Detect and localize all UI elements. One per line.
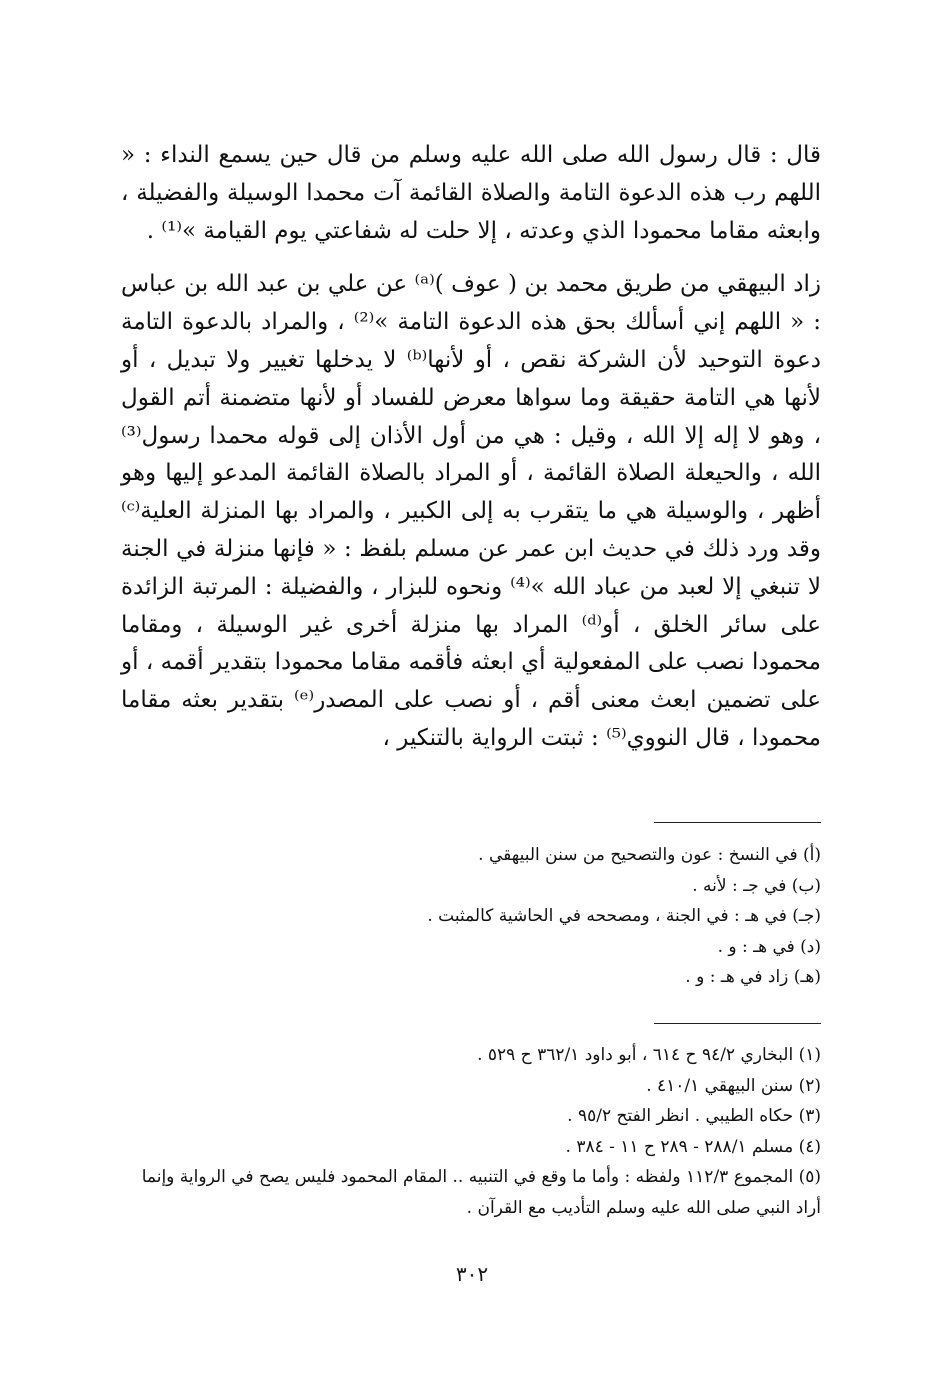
- variant-note: (هـ) زاد في هـ : و .: [685, 967, 821, 987]
- main-text: [121, 137, 821, 758]
- variant-note: (ب) في جـ : لأنه .: [692, 875, 821, 896]
- footnote-separator-variants: [654, 822, 821, 823]
- source-footnotes: [121, 1040, 821, 1223]
- body-paragraph-2: زاد البيهقي من طريق محمد بن ( عوف )⁽ᵃ⁾ عن علي بن عبد الله بن عباس : « اللهم إني أسألك بحق هذه الدعوة التامة »⁽²⁾ ، والمراد بالدعوة التامة دعوة التوحيد لأن الشركة نقص ، أو لأنها⁽ᵇ⁾ لا يدخلها تغيير ولا تبديل ، أو لأنها هي التامة حقيقة وما سواها معرض للفساد أو لأنها متضمنة أتم القول ، وهو لا إله إلا الله ، وقيل : هي من أول الأذان إلى قوله محمدا رسول⁽³⁾ الله ، والحيعلة الصلاة القائمة ، أو المراد بالصلاة القائمة المدعو إليها وهو أظهر ، والوسيلة هي ما يتقرب به إلى الكبير ، والمراد بها المنزلة العلية⁽ᶜ⁾ وقد ورد ذلك في حديث ابن عمر عن مسلم بلفظ : « فإنها منزلة في الجنة لا تنبغي إلا لعبد من عباد الله »⁽⁴⁾ ونحوه للبزار ، والفضيلة : المرتبة الزائدة على سائر الخلق ، أو⁽ᵈ⁾ المراد بها منزلة أخرى غير الوسيلة ، ومقاما محمودا نصب على المفعولية أي ابعثه فأقمه مقاما محمودا بتقدير أقمه ، أو على تضمين ابعث معنى أقم ، أو نصب على المصدر⁽ᵉ⁾ بتقدير بعثه مقاما محمودا ، قال النووي⁽⁵⁾ : ثبتت الرواية بالتنكير ،: [121, 271, 822, 751]
- source-note: (٢) سنن البيهقي ٤١٠/١ .: [646, 1075, 821, 1096]
- source-note: (١) البخاري ٩٤/٢ ح ٦١٤ ، أبو داود ٣٦٢/١ ح ٥٢٩ .: [477, 1045, 821, 1065]
- footnote-separator-sources: [654, 1023, 821, 1024]
- source-note: (٣) حكاه الطيبي . انظر الفتح ٩٥/٢ .: [567, 1106, 821, 1126]
- variant-note: (د) في هـ : و .: [717, 936, 821, 957]
- body-paragraph-1: قال : قال رسول الله صلى الله عليه وسلم من قال حين يسمع النداء : « اللهم رب هذه الدعوة التامة والصلاة القائمة آت محمدا الوسيلة والفضيلة ، وابعثه مقاما محمودا الذي وعدته ، إلا حلت له شفاعتي يوم القيامة »⁽¹⁾ .: [121, 142, 821, 244]
- variant-footnotes: [121, 840, 821, 993]
- page-number: ٣٠٢: [455, 1262, 489, 1286]
- variant-note: (جـ) في هـ : في الجنة ، ومصححه في الحاشية كالمثبت .: [427, 906, 821, 926]
- source-note: (٥) المجموع ١١٢/٣ ولفظه : وأما ما وقع في التنبيه .. المقام المحمود فليس يصح في الرواية وإنما أراد النبي صلى الله عليه وسلم التأديب مع القرآن .: [141, 1167, 821, 1218]
- variant-note: (أ) في النسخ : عون والتصحيح من سنن البيهقي .: [478, 845, 821, 865]
- source-note: (٤) مسلم ٢٨٨/١ - ٢٨٩ ح ١١ - ٣٨٤ .: [565, 1136, 821, 1157]
